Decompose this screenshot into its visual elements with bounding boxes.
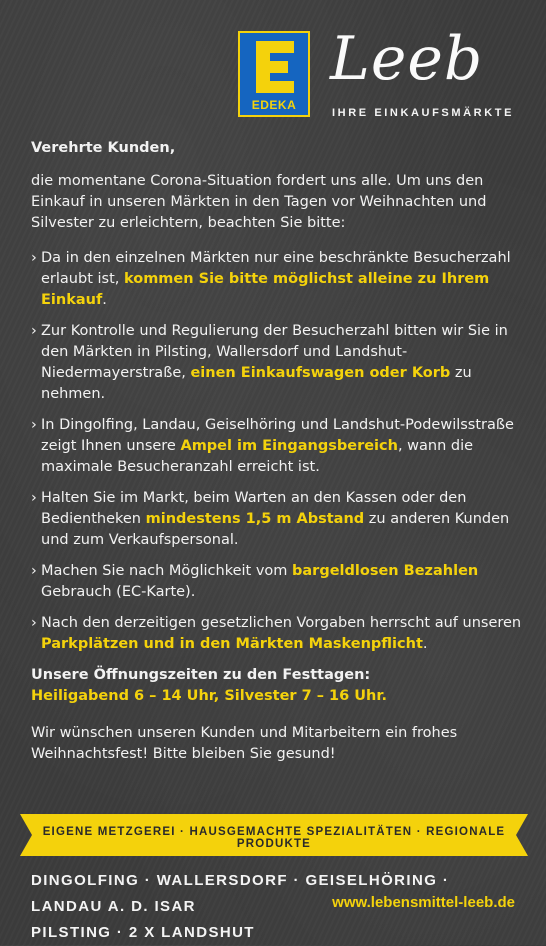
highlight-text: Parkplätzen und in den Märkten Maskenpflicht — [41, 636, 423, 652]
highlight-text: Ampel im Eingangsbereich — [180, 438, 398, 454]
bullet-arrow-icon: › — [31, 615, 37, 631]
highlight-text: kommen Sie bitte möglichst alleine zu Ihrem Einkauf — [41, 271, 490, 308]
notice-body — [31, 138, 526, 765]
bullet-arrow-icon: › — [31, 490, 37, 506]
edeka-logo — [238, 31, 310, 117]
highlight-text: bargeldlosen Bezahlen — [292, 563, 479, 579]
list-item: › In Dingolfing, Landau, Geiselhöring und Landshut-Podewilsstraße zeigt Ihnen unsere Ampel im Eingangsbereich, wann die maximale Besucheranzahl erreicht ist. — [31, 417, 514, 475]
intro-text: die momentane Corona-Situation fordert uns alle. Um uns den Einkauf in unseren Märkten in den Tagen vor Weihnachten und Silvester zu erleichtern, beachten Sie bitte: — [31, 173, 487, 231]
banner-text: EIGENE METZGEREI · HAUSGEMACHTE SPEZIALITÄTEN · REGIONALE PRODUKTE — [42, 826, 506, 850]
opening-hours: Heiligabend 6 – 14 Uhr, Silvester 7 – 16 Uhr. — [31, 688, 387, 704]
bullet-arrow-icon: › — [31, 250, 37, 266]
edeka-e-icon — [250, 39, 300, 95]
locations-line-2: PILSTING · 2 X LANDSHUT — [31, 924, 255, 941]
list-item: › Nach den derzeitigen gesetzlichen Vorgaben herrscht auf unseren Parkplätzen und in den Märkten Maskenpflicht. — [31, 615, 522, 652]
brand-tagline: IHRE EINKAUFSMÄRKTE — [332, 107, 515, 119]
brand-name: Leeb — [330, 24, 484, 94]
bullet-arrow-icon: › — [31, 417, 37, 433]
locations-line-1: DINGOLFING · WALLERSDORF · GEISELHÖRING · LANDAU A. D. ISAR — [31, 872, 450, 915]
website-link[interactable]: www.lebensmittel-leeb.de — [332, 894, 515, 911]
services-banner — [20, 814, 528, 856]
list-item: › Machen Sie nach Möglichkeit vom bargeldlosen Bezahlen Gebrauch (EC-Karte). — [31, 563, 479, 600]
list-item: › Da in den einzelnen Märkten nur eine beschränkte Besucherzahl erlaubt ist, kommen Sie bitte möglichst alleine zu Ihrem Einkauf. — [31, 250, 511, 308]
highlight-text: einen Einkaufswagen oder Korb — [190, 365, 451, 381]
bullet-arrow-icon: › — [31, 563, 37, 579]
edeka-wordmark: EDEKA — [251, 98, 297, 112]
header — [0, 24, 546, 128]
closing-text: Wir wünschen unseren Kunden und Mitarbeitern ein frohes Weihnachtsfest! Bitte bleiben Sie gesund! — [31, 725, 458, 762]
opening-hours-title: Unsere Öffnungszeiten zu den Festtagen: — [31, 667, 371, 683]
highlight-text: mindestens 1,5 m Abstand — [145, 511, 365, 527]
bullet-arrow-icon: › — [31, 323, 37, 339]
greeting: Verehrte Kunden, — [31, 140, 176, 156]
list-item: › Zur Kontrolle und Regulierung der Besucherzahl bitten wir Sie in den Märkten in Pilsting, Wallersdorf und Landshut-Niedermayerstraße, einen Einkaufswagen oder Korb zu nehmen. — [31, 323, 508, 402]
list-item: › Halten Sie im Markt, beim Warten an den Kassen oder den Bedientheken mindestens 1,5 m Abstand zu anderen Kunden und zum Verkaufspersonal. — [31, 490, 510, 548]
